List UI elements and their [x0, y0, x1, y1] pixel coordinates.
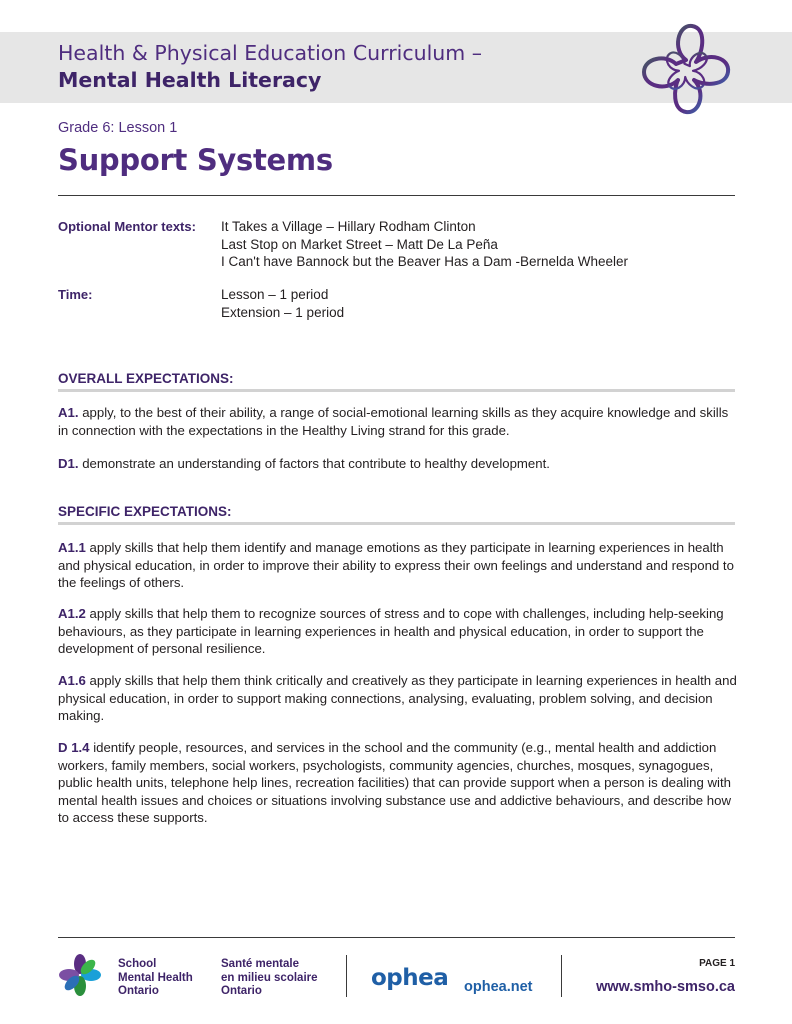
expectation-code: A1.2	[58, 606, 86, 621]
expectation-code: A1.1	[58, 540, 86, 555]
expectation-code: D 1.4	[58, 740, 90, 755]
footer-separator	[346, 955, 347, 997]
expectation-text: apply skills that help them to recognize sources of stress and to cope with challenges, including help-seeking behaviours, as they participate in learning experiences in health and physical education, in order to support the development of personal resilience.	[58, 606, 724, 656]
footer-separator	[561, 955, 562, 997]
expectation-code: D1.	[58, 456, 79, 471]
expectation-code: A1.	[58, 405, 79, 420]
time-value-item: Extension – 1 period	[221, 304, 345, 320]
specific-heading-rule	[58, 522, 735, 525]
curriculum-title-line2: Mental Health Literacy	[58, 68, 322, 92]
page-number: PAGE 1	[699, 958, 735, 969]
expectation-d1-4	[58, 739, 738, 827]
time-label: Time:	[58, 287, 93, 302]
smho-name-line: Santé mentale	[221, 958, 299, 970]
lesson-title: Support Systems	[58, 143, 333, 177]
mentor-texts-list	[221, 218, 628, 271]
mentor-text-item: I Can't have Bannock but the Beaver Has a Dam -Bernelda Wheeler	[221, 254, 629, 269]
smho-flower-logo-icon	[628, 12, 744, 128]
ophea-logo: ophea	[371, 965, 449, 991]
expectation-text: identify people, resources, and services in the school and the community (e.g., mental health and addiction workers, family members, social workers, psychologists, community agencies, churches, mosques, synagogues, public health units, telephone help lines, recreation facilities) that can provide support when a person is dealing with mental health issues and choices or situations involving substance use and addictive behaviours, and describe how to access these supports.	[58, 740, 731, 825]
overall-expectations-heading: OVERALL EXPECTATIONS:	[58, 371, 234, 386]
curriculum-title-line1: Health & Physical Education Curriculum –	[58, 41, 483, 65]
time-value-item: Lesson – 1 period	[221, 287, 329, 302]
ophea-link[interactable]: ophea.net	[464, 979, 533, 995]
smho-name-line: en milieu scolaire	[221, 971, 318, 984]
smho-name-line: School	[118, 958, 157, 970]
smho-name-line: Mental Health	[118, 971, 193, 984]
expectation-text: apply, to the best of their ability, a range of social-emotional learning skills as they acquire knowledge and skills in connection with the expectations in the Healthy Living strand for this grade.	[58, 405, 729, 438]
mentor-text-item: It Takes a Village – Hillary Rodham Clinton	[221, 219, 476, 234]
smho-name-line: Ontario	[118, 985, 159, 997]
lesson-grade: Grade 6: Lesson 1	[58, 120, 178, 136]
time-values	[221, 286, 344, 321]
smho-small-flower-icon	[58, 953, 102, 997]
expectation-a1-1	[58, 539, 738, 592]
expectation-text: demonstrate an understanding of factors that contribute to healthy development.	[78, 456, 550, 471]
expectation-a1	[58, 404, 738, 439]
specific-expectations-heading: SPECIFIC EXPECTATIONS:	[58, 504, 232, 519]
expectation-d1	[58, 455, 738, 473]
expectation-a1-6	[58, 672, 738, 725]
footer-divider	[58, 937, 735, 938]
mentor-texts-label: Optional Mentor texts:	[58, 219, 196, 234]
mentor-text-item: Last Stop on Market Street – Matt De La Peña	[221, 236, 498, 252]
smho-french-name	[221, 958, 318, 999]
expectation-code: A1.6	[58, 673, 86, 688]
overall-heading-rule	[58, 389, 735, 392]
smho-website-link[interactable]: www.smho-smso.ca	[596, 979, 735, 995]
smho-english-name	[118, 958, 193, 999]
expectation-text: apply skills that help them identify and manage emotions as they participate in learning experiences in health and physical education, in order to improve their ability to express their own feelings and understand and respond to the feelings of others.	[58, 540, 734, 590]
smho-name-line: Ontario	[221, 985, 262, 997]
expectation-a1-2	[58, 605, 738, 658]
expectation-text: apply skills that help them think critically and creatively as they participate in learning experiences in health and physical education, in order to support making connections, analysing, evaluating, problem solving, and decision making.	[58, 673, 737, 723]
title-divider	[58, 195, 735, 196]
curriculum-title	[58, 40, 482, 94]
